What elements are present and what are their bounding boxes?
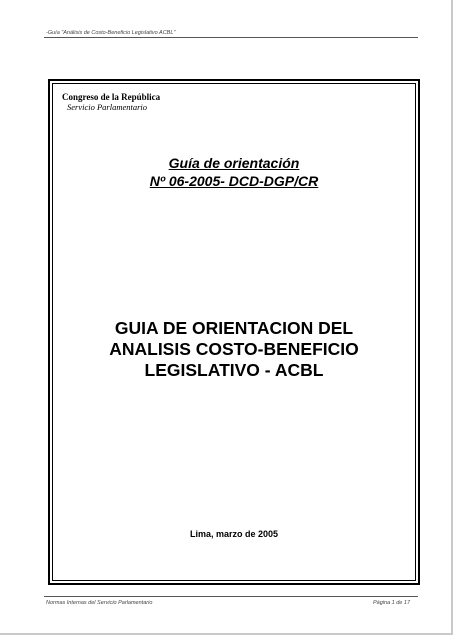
main-title-line-1: GUIA DE ORIENTACION DEL [114, 318, 354, 338]
footer-rule [44, 596, 418, 597]
main-title-line-2: ANALISIS COSTO-BENEFICIO [109, 339, 359, 359]
department-name: Servicio Parlamentario [67, 102, 148, 112]
guide-label: Guía de orientación [168, 155, 300, 171]
page-number: Página 1 de 17 [373, 600, 411, 606]
place-date: Lima, marzo de 2005 [189, 529, 279, 539]
institution-name: Congreso de la República [62, 92, 161, 102]
header-rule [44, 37, 418, 38]
footer-left-text: Normas Internas del Servicio Parlamentario [46, 600, 153, 606]
guide-number: Nº 06-2005- DCD-DGP/CR [149, 173, 319, 189]
running-header: -Guía "Análisis de Costo-Beneficio Legislativo ACBL" [46, 30, 176, 36]
main-title-line-3: LEGISLATIVO - ACBL [144, 360, 324, 380]
